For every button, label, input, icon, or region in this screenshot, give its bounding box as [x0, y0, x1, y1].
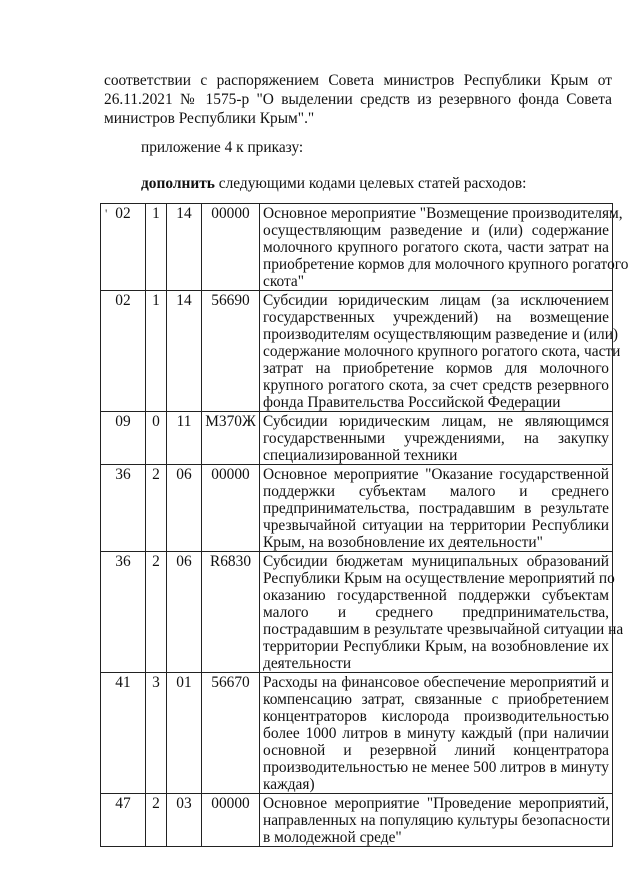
description-line: деятельности	[263, 655, 352, 672]
description-line: Основное мероприятие "Проведение мероприятий,	[263, 795, 609, 812]
supplement-bold: дополнить	[141, 175, 215, 192]
supplement-instruction	[141, 174, 526, 193]
description-line: Субсидии бюджетам муниципальных образований	[263, 553, 609, 570]
appendix-title: приложение 4 к приказу:	[141, 139, 304, 156]
description-line: Субсидии юридическим лицам (за исключением	[263, 292, 609, 309]
description-line: основной и резервной линий концентратора	[263, 742, 609, 759]
direction-code: 00000	[202, 204, 260, 291]
direction-code: 00000	[202, 465, 260, 552]
expense-description	[260, 552, 624, 673]
description-line: Субсидии юридическим лицам, не являющимся	[263, 413, 609, 430]
subprogram-code: 2	[146, 465, 167, 552]
subprogram-code: 2	[146, 794, 167, 847]
direction-code: R6830	[202, 552, 260, 673]
description-line: государственных учреждений) на возмещение	[263, 309, 609, 326]
description-line: чрезвычайной ситуации на территории Республики	[263, 517, 609, 534]
program-code: 09	[101, 412, 146, 465]
description-line: Республики Крым на осуществление мероприятий по	[263, 570, 615, 587]
description-line: осуществляющим разведение и (или) содержание	[263, 222, 609, 239]
direction-code: 56690	[202, 291, 260, 412]
program-code: 36	[101, 465, 146, 552]
description-line: оказанию государственной поддержки субъектам	[263, 587, 609, 604]
expense-description	[260, 465, 613, 552]
description-line: государственными учреждениями, на закупку	[263, 430, 609, 447]
expense-description	[260, 412, 613, 465]
program-code: 02	[101, 204, 146, 291]
direction-code: M370Ж	[202, 412, 260, 465]
event-code: 14	[167, 291, 202, 412]
description-line: крупного рогатого скота, за счет средств резервного	[263, 377, 609, 394]
table-row	[101, 673, 613, 794]
description-line: производительностью не менее 500 литров в минуту	[263, 759, 609, 776]
description-line: направленных на популяцию культуры безопасности	[263, 812, 611, 829]
program-code: 36	[101, 552, 146, 673]
direction-code: 56670	[202, 673, 260, 794]
description-line: производителям осуществляющим разведение и (или)	[263, 326, 619, 343]
intro-line: министров Республики Крым"."	[104, 110, 315, 127]
event-code: 11	[167, 412, 202, 465]
description-line: Крым, на возобновление их деятельности"	[263, 534, 543, 551]
subprogram-code: 2	[146, 552, 167, 673]
description-line: фонда Правительства Российской Федерации	[263, 394, 561, 411]
expense-description	[260, 673, 613, 794]
subprogram-code: 1	[146, 291, 167, 412]
description-line: приобретение кормов для молочного крупного рогатого	[263, 256, 629, 273]
expense-description	[260, 204, 629, 291]
subprogram-code: 0	[146, 412, 167, 465]
table-row	[101, 291, 613, 412]
description-line: в молодежной среде"	[263, 829, 402, 846]
table-row	[101, 204, 613, 291]
subprogram-code: 3	[146, 673, 167, 794]
description-line: Расходы на финансовое обеспечение мероприятий и	[263, 674, 609, 691]
description-line: Основное мероприятие "Возмещение производителям,	[263, 205, 623, 222]
table-row	[101, 552, 613, 673]
table-row	[101, 412, 613, 465]
description-line: малого и среднего предпринимательства,	[263, 604, 609, 621]
scan-mark: '	[105, 206, 108, 221]
description-line: специализированной техники	[263, 447, 458, 464]
event-code: 03	[167, 794, 202, 847]
description-line: молочного крупного рогатого скота, части затрат на	[263, 239, 609, 256]
description-line: пострадавшим в результате чрезвычайной ситуации на	[263, 621, 624, 638]
description-line: компенсацию затрат, связанные с приобретением	[263, 691, 609, 708]
description-line: поддержки субъектам малого и среднего	[263, 483, 609, 500]
target-codes-table	[100, 203, 629, 847]
event-code: 06	[167, 552, 202, 673]
supplement-rest: следующими кодами целевых статей расходов:	[214, 175, 527, 192]
description-line: скота"	[263, 273, 305, 290]
program-code: 02	[101, 291, 146, 412]
description-line: каждая)	[263, 776, 315, 793]
expense-description	[260, 794, 613, 847]
description-line: предпринимательства, пострадавшим в результате	[263, 500, 609, 517]
description-line: территории Республики Крым, на возобновление их	[263, 638, 609, 655]
description-line: содержание молочного крупного рогатого скота, части	[263, 343, 621, 360]
intro-line: соответствии с распоряжением Совета министров Республики Крым от	[104, 72, 612, 89]
program-code: 47	[101, 794, 146, 847]
description-line: Основное мероприятие "Оказание государственной	[263, 466, 609, 483]
description-line: более 1000 литров в минуту каждый (при наличии	[263, 725, 609, 742]
event-code: 01	[167, 673, 202, 794]
program-code: 41	[101, 673, 146, 794]
description-line: затрат на приобретение кормов для молочного	[263, 360, 609, 377]
intro-line: 26.11.2021 № 1575-р "О выделении средств из резервного фонда Совета	[104, 91, 612, 108]
intro-paragraph	[104, 71, 612, 128]
subprogram-code: 1	[146, 204, 167, 291]
expense-description	[260, 291, 621, 412]
event-code: 06	[167, 465, 202, 552]
direction-code: 00000	[202, 794, 260, 847]
description-line: концентраторов кислорода производительностью	[263, 708, 609, 725]
table-row	[101, 465, 613, 552]
table-row	[101, 794, 613, 847]
event-code: 14	[167, 204, 202, 291]
